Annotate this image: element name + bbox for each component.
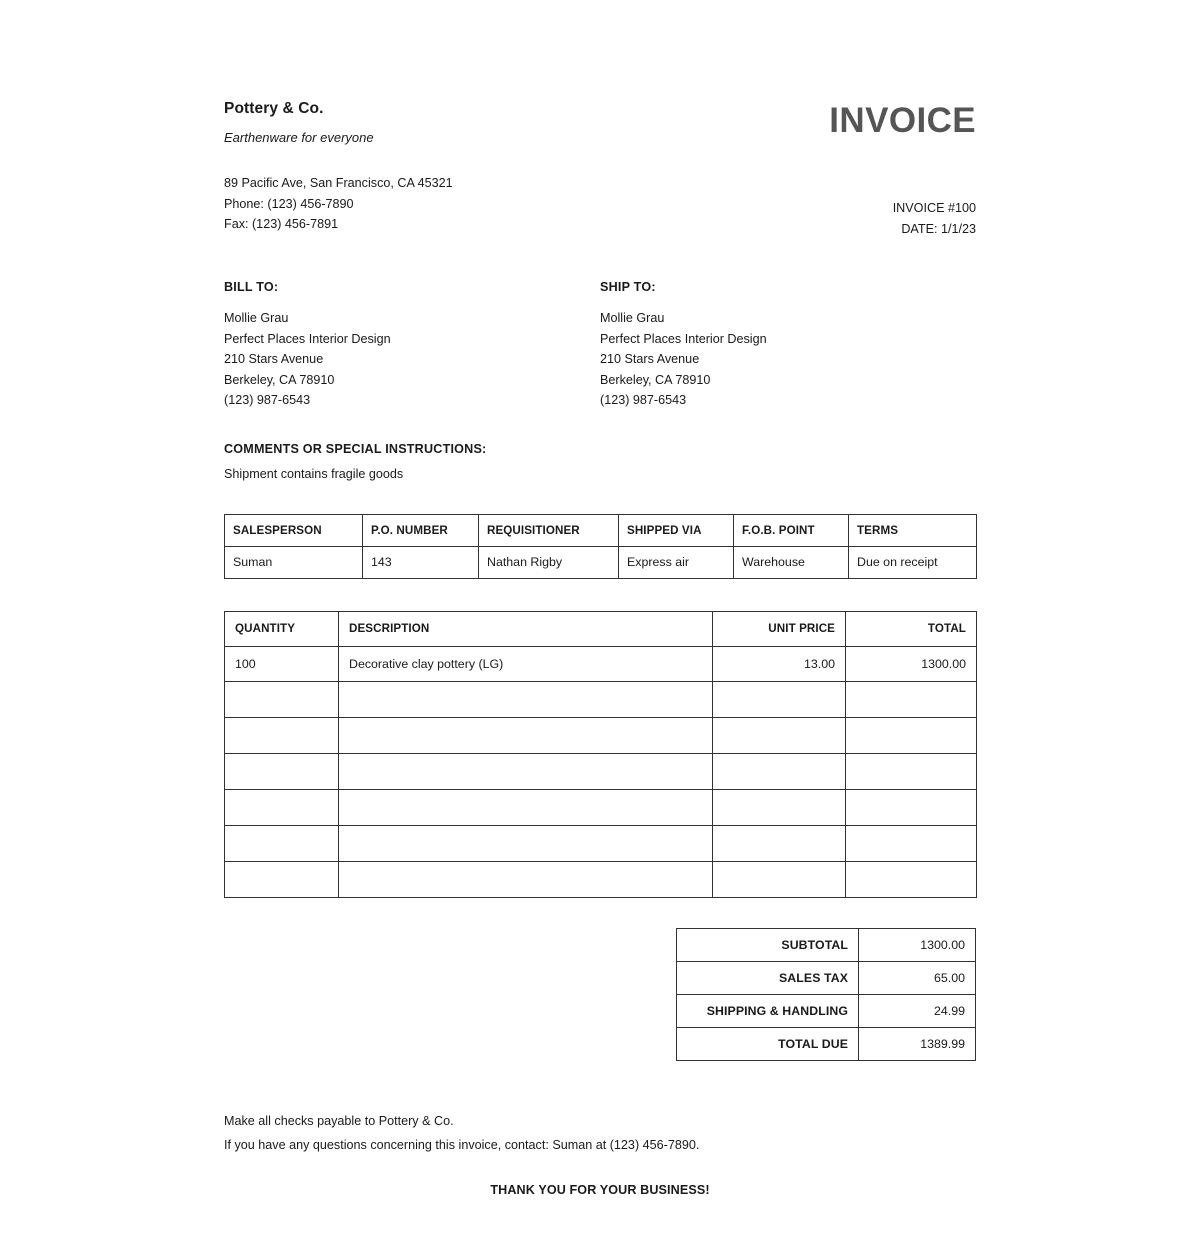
totals-row-total-due bbox=[677, 1027, 976, 1060]
company-name: Pottery & Co. bbox=[224, 100, 324, 117]
cell-unit-price bbox=[713, 825, 846, 861]
totals-value-sales-tax: 65.00 bbox=[859, 961, 976, 994]
cell-description bbox=[339, 789, 713, 825]
company-phone: Phone: (123) 456-7890 bbox=[224, 196, 354, 211]
invoice-date: DATE: 1/1/23 bbox=[901, 221, 976, 236]
cell-unit-price bbox=[713, 753, 846, 789]
totals-value-total-due: 1389.99 bbox=[859, 1027, 976, 1060]
cell-po-number: 143 bbox=[363, 546, 479, 578]
table-row bbox=[225, 546, 977, 578]
col-header-quantity: QUANTITY bbox=[225, 611, 339, 646]
col-header-terms: TERMS bbox=[849, 514, 977, 546]
ship-to-line: Mollie Grau bbox=[600, 311, 665, 325]
cell-unit-price bbox=[713, 717, 846, 753]
totals-label-total-due: TOTAL DUE bbox=[677, 1027, 859, 1060]
cell-description: Decorative clay pottery (LG) bbox=[339, 646, 713, 681]
totals-value-shipping: 24.99 bbox=[859, 994, 976, 1027]
ship-to-line: Perfect Places Interior Design bbox=[600, 331, 767, 346]
ship-to-line: Berkeley, CA 78910 bbox=[600, 372, 711, 387]
page-title: INVOICE bbox=[829, 101, 976, 140]
cell-quantity bbox=[225, 825, 339, 861]
company-contact-block bbox=[224, 173, 976, 235]
table-row-empty bbox=[225, 825, 977, 861]
totals-section bbox=[224, 928, 976, 1061]
ship-to-block bbox=[600, 280, 976, 411]
cell-description bbox=[339, 717, 713, 753]
cell-quantity bbox=[225, 861, 339, 897]
cell-unit-price bbox=[713, 681, 846, 717]
footer-thank-you: THANK YOU FOR YOUR BUSINESS! bbox=[490, 1182, 710, 1197]
totals-row-sales-tax bbox=[677, 961, 976, 994]
col-header-po-number: P.O. NUMBER bbox=[363, 514, 479, 546]
ship-to-title: SHIP TO: bbox=[600, 280, 656, 294]
table-row-empty bbox=[225, 789, 977, 825]
col-header-fob-point: F.O.B. POINT bbox=[734, 514, 849, 546]
cell-quantity bbox=[225, 717, 339, 753]
footer-payable-note: Make all checks payable to Pottery & Co. bbox=[224, 1113, 454, 1128]
totals-label-shipping: SHIPPING & HANDLING bbox=[677, 994, 859, 1027]
cell-description bbox=[339, 753, 713, 789]
bill-to-line: (123) 987-6543 bbox=[224, 393, 311, 408]
cell-total bbox=[846, 825, 977, 861]
footer-contact-note: If you have any questions concerning this invoice, contact: Suman at (123) 456-7890. bbox=[224, 1137, 700, 1152]
invoice-number: INVOICE #100 bbox=[892, 201, 976, 215]
invoice-footer bbox=[224, 1109, 976, 1197]
comments-section bbox=[224, 442, 976, 481]
bill-to-line: 210 Stars Avenue bbox=[224, 352, 324, 367]
table-header-row bbox=[225, 611, 977, 646]
cell-unit-price bbox=[713, 789, 846, 825]
bill-to-line: Mollie Grau bbox=[224, 311, 289, 325]
col-header-unit-price: UNIT PRICE bbox=[713, 611, 846, 646]
col-header-total: TOTAL bbox=[846, 611, 977, 646]
cell-total bbox=[846, 861, 977, 897]
totals-table bbox=[676, 928, 976, 1061]
ship-to-line: (123) 987-6543 bbox=[600, 393, 687, 408]
cell-description bbox=[339, 825, 713, 861]
bill-to-line: Perfect Places Interior Design bbox=[224, 331, 391, 346]
totals-row-shipping bbox=[677, 994, 976, 1027]
col-header-requisitioner: REQUISITIONER bbox=[479, 514, 619, 546]
table-row-empty bbox=[225, 861, 977, 897]
col-header-shipped-via: SHIPPED VIA bbox=[619, 514, 734, 546]
order-info-table bbox=[224, 514, 977, 579]
invoice-sheet bbox=[224, 100, 976, 1197]
cell-total: 1300.00 bbox=[846, 646, 977, 681]
table-row bbox=[225, 646, 977, 681]
cell-salesperson: Suman bbox=[225, 546, 363, 578]
cell-quantity: 100 bbox=[225, 646, 339, 681]
company-fax: Fax: (123) 456-7891 bbox=[224, 217, 339, 232]
table-row-empty bbox=[225, 753, 977, 789]
invoice-meta-block bbox=[893, 198, 976, 239]
cell-quantity bbox=[225, 753, 339, 789]
col-header-description: DESCRIPTION bbox=[339, 611, 713, 646]
cell-total bbox=[846, 717, 977, 753]
cell-terms: Due on receipt bbox=[849, 546, 977, 578]
bill-to-block bbox=[224, 280, 600, 411]
company-address: 89 Pacific Ave, San Francisco, CA 45321 bbox=[224, 176, 453, 191]
cell-unit-price bbox=[713, 861, 846, 897]
totals-label-sales-tax: SALES TAX bbox=[677, 961, 859, 994]
cell-total bbox=[846, 753, 977, 789]
col-header-salesperson: SALESPERSON bbox=[225, 514, 363, 546]
cell-requisitioner: Nathan Rigby bbox=[479, 546, 619, 578]
table-row-empty bbox=[225, 717, 977, 753]
company-tagline: Earthenware for everyone bbox=[224, 129, 374, 145]
address-section bbox=[224, 280, 976, 411]
comments-text: Shipment contains fragile goods bbox=[224, 466, 404, 481]
totals-row-subtotal bbox=[677, 928, 976, 961]
table-row-empty bbox=[225, 681, 977, 717]
cell-quantity bbox=[225, 681, 339, 717]
totals-label-subtotal: SUBTOTAL bbox=[677, 928, 859, 961]
line-items-table bbox=[224, 611, 977, 898]
bill-to-title: BILL TO: bbox=[224, 280, 279, 294]
comments-title: COMMENTS OR SPECIAL INSTRUCTIONS: bbox=[224, 441, 487, 456]
totals-value-subtotal: 1300.00 bbox=[859, 928, 976, 961]
ship-to-line: 210 Stars Avenue bbox=[600, 352, 700, 367]
cell-shipped-via: Express air bbox=[619, 546, 734, 578]
cell-description bbox=[339, 861, 713, 897]
cell-fob-point: Warehouse bbox=[734, 546, 849, 578]
cell-description bbox=[339, 681, 713, 717]
cell-total bbox=[846, 681, 977, 717]
cell-total bbox=[846, 789, 977, 825]
cell-quantity bbox=[225, 789, 339, 825]
cell-unit-price: 13.00 bbox=[713, 646, 846, 681]
table-header-row bbox=[225, 514, 977, 546]
invoice-header bbox=[224, 100, 976, 240]
bill-to-line: Berkeley, CA 78910 bbox=[224, 372, 335, 387]
